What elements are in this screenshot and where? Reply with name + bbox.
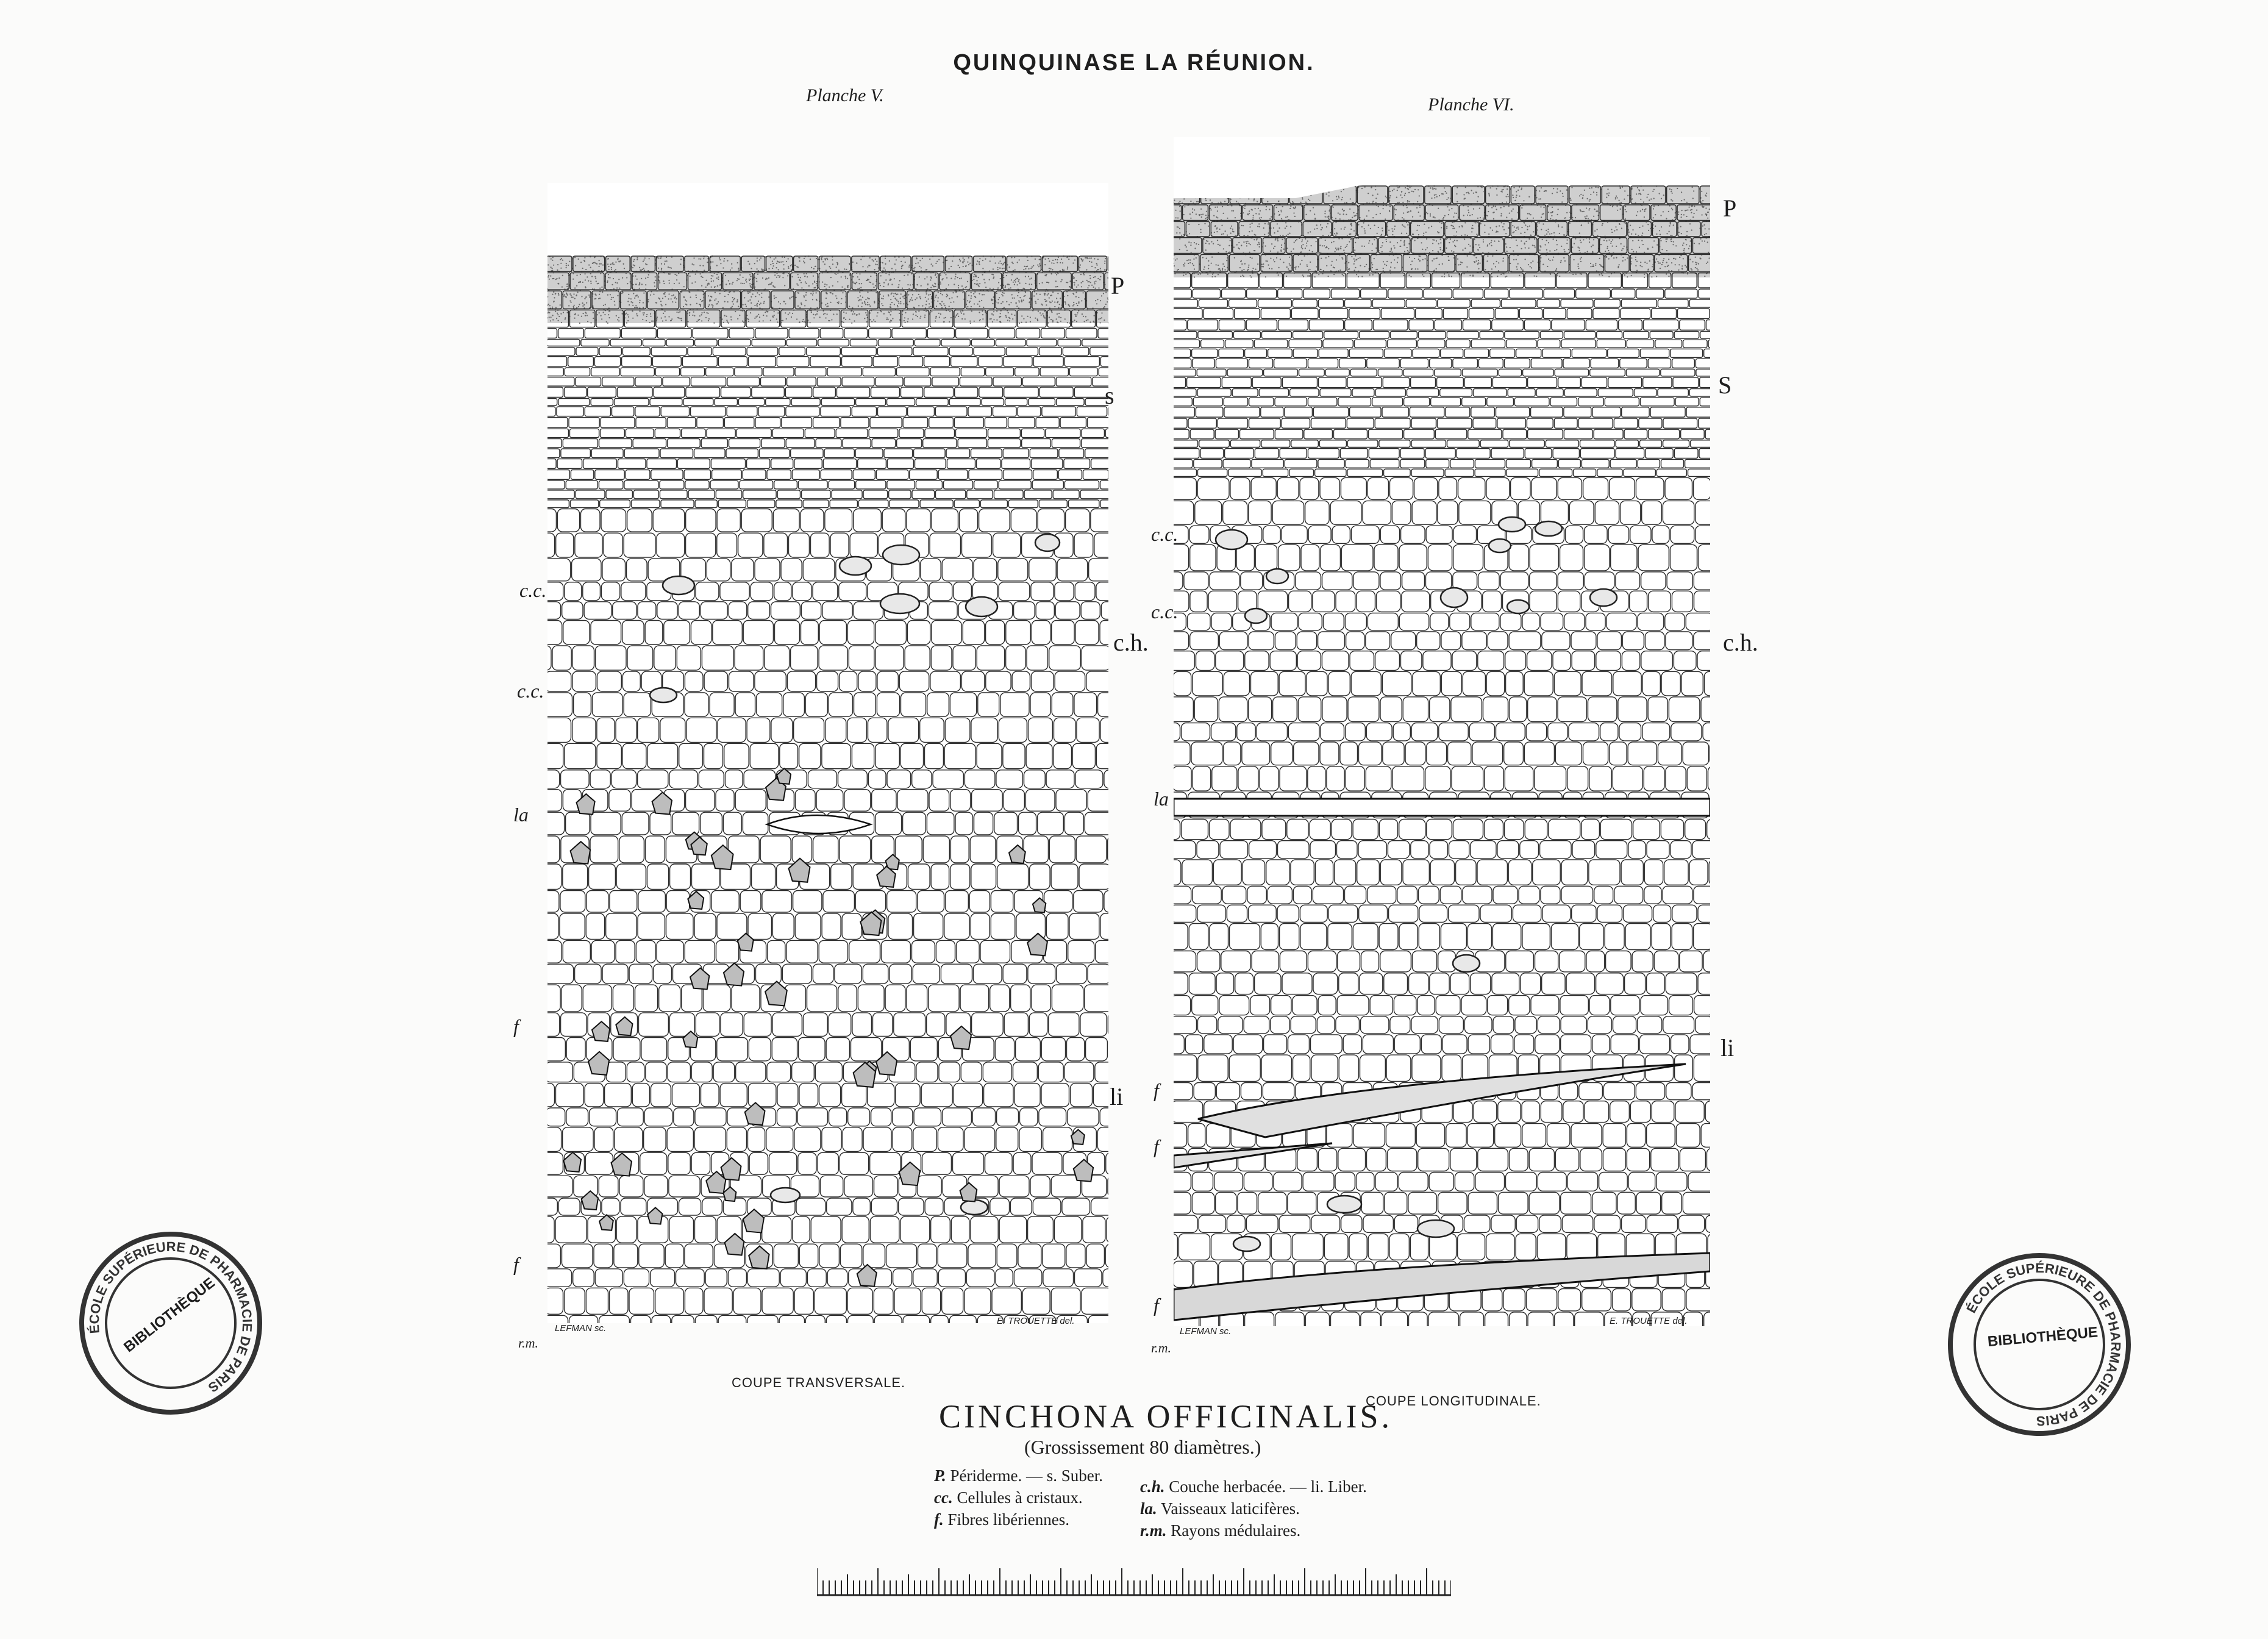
plate-v-label-s: s <box>1105 382 1114 409</box>
legend-item: P. Périderme. — s. Suber. <box>934 1466 1103 1485</box>
plate-vi-label-la: la <box>1154 788 1169 810</box>
legend-item: c.h. Couche herbacée. — li. Liber. <box>1140 1477 1367 1496</box>
plate-vi-label-f-3: f <box>1154 1294 1159 1316</box>
plate-v-label-li: li <box>1110 1083 1124 1110</box>
plate-vi-credit-engraver: LEFMAN sc. <box>1180 1326 1232 1337</box>
plate-vi-caption: COUPE LONGITUDINALE. <box>1366 1393 1541 1409</box>
planche-vi-heading: Planche VI. <box>1428 95 1514 115</box>
planche-v-heading: Planche V. <box>806 85 884 105</box>
plate-v-label-cc-1: c.c. <box>519 579 547 601</box>
plate-vi-label-li: li <box>1721 1034 1735 1062</box>
plate-vi-label-p: P <box>1723 195 1737 222</box>
legend-item: f. Fibres libériennes. <box>934 1510 1069 1529</box>
plate-v-label-f-2: f <box>513 1253 519 1275</box>
page-title: QUINQUINASE LA RÉUNION. <box>953 50 1315 76</box>
plate-v-label-p: P <box>1111 272 1125 299</box>
plate-v-label-la: la <box>513 804 529 826</box>
plate-v-credit-artist: E. TROUETTE del. <box>997 1316 1075 1326</box>
plate-vi-illustration <box>1174 137 1710 1326</box>
legend-item: la. Vaisseaux laticifères. <box>1140 1499 1300 1518</box>
plate-v-label-cc-2: c.c. <box>517 680 544 702</box>
stamp-center-text: BIBLIOTHÈQUE <box>1986 1324 2099 1351</box>
legend-item: r.m. Rayons médulaires. <box>1140 1521 1301 1540</box>
plate-v-credit-engraver: LEFMAN sc. <box>555 1323 607 1334</box>
plate-vi-label-s: S <box>1718 371 1732 399</box>
plate-vi-label-f-2: f <box>1154 1135 1159 1157</box>
legend-item: cc. Cellules à cristaux. <box>934 1488 1083 1507</box>
plate-vi-label-rm: r.m. <box>1151 1340 1172 1355</box>
plate-vi-label-cc-2: c.c. <box>1151 601 1179 623</box>
plate-vi-label-ch: c.h. <box>1723 629 1758 656</box>
species-name: CINCHONA OFFICINALIS. <box>939 1398 1393 1435</box>
scale-ruler-ticks <box>817 1567 1451 1598</box>
plate-v-illustration <box>547 183 1108 1323</box>
plate-vi-drawing <box>1174 137 1710 1326</box>
grossissement: (Grossissement 80 diamètres.) <box>1024 1436 1261 1458</box>
legend-left <box>934 1465 1103 1530</box>
plate-v-label-ch: c.h. <box>1113 629 1149 656</box>
plate-v-label-rm: r.m. <box>518 1335 539 1351</box>
plate-vi-label-f-1: f <box>1154 1079 1159 1101</box>
plate-v-label-f-1: f <box>513 1015 519 1037</box>
plate-vi-label-cc-1: c.c. <box>1151 523 1179 545</box>
plate-vi-credit-artist: E. TROUETTE del. <box>1610 1316 1688 1326</box>
plate-v-caption: COUPE TRANSVERSALE. <box>732 1375 906 1390</box>
library-stamp-right <box>1918 1223 2161 1466</box>
stamp-center-text: BIBLIOTHÈQUE <box>121 1274 218 1356</box>
legend-right <box>1140 1476 1367 1541</box>
library-stamp-left <box>68 1220 274 1427</box>
scale-ruler <box>817 1567 1451 1598</box>
plate-v-drawing <box>547 183 1108 1323</box>
